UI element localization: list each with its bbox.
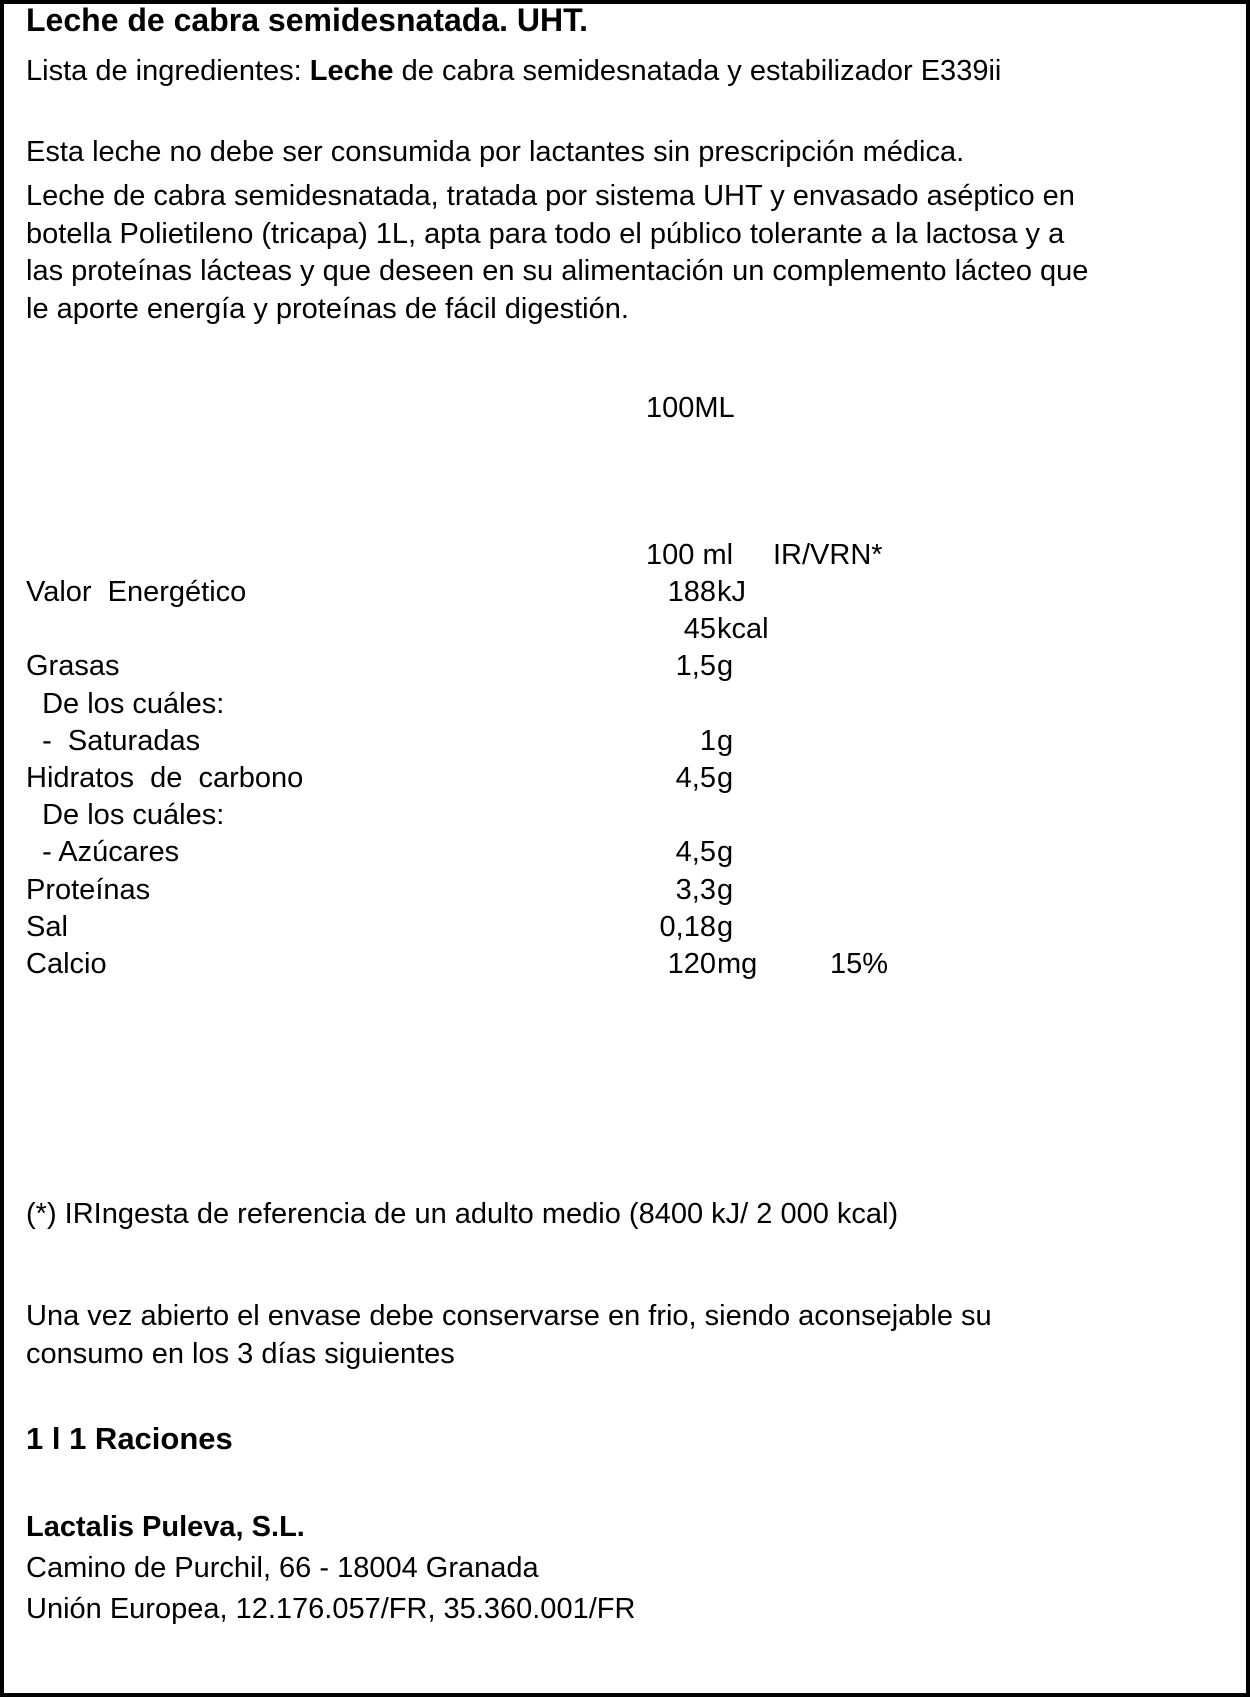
serving-heading: 100ML [646, 392, 735, 424]
nutrient-unit: g [717, 762, 734, 794]
nutrient-label: Proteínas [26, 873, 151, 906]
company-registry: Unión Europea, 12.176.057/FR, 35.360.001/FR [26, 1593, 636, 1625]
storage-block [26, 1298, 992, 1373]
nutrient-ir: 15% [830, 948, 889, 980]
nutrient-value: 188 [667, 576, 716, 608]
nutrient-value: 45 [683, 613, 716, 646]
footnote: (*) IRIngesta de referencia de un adulto medio (8400 kJ/ 2 000 kcal) [26, 1198, 899, 1230]
company-name: Lactalis Puleva, S.L. [26, 1511, 305, 1543]
nutrient-value: 1,5 [675, 650, 716, 683]
description-line: le aporte energía y proteínas de fácil digestión. [26, 292, 629, 325]
nutrient-unit: g [717, 836, 734, 869]
description-block [26, 178, 1088, 328]
nutrient-label: - Azúcares [26, 836, 180, 869]
nutrient-label: De los cuáles: [26, 687, 225, 720]
nutrient-label: - Saturadas [26, 724, 201, 757]
nutrient-label: De los cuáles: [26, 799, 225, 832]
nutrient-unit: g [717, 910, 734, 943]
warning-text: Esta leche no debe ser consumida por lactantes sin prescripción médica. [26, 136, 965, 168]
nutrient-unit: kcal [717, 613, 769, 646]
nutrient-value: 4,5 [675, 836, 716, 869]
nutrient-unit: kJ [717, 576, 746, 608]
ingredients-line [26, 53, 1001, 90]
description-line: botella Polietileno (tricapa) 1L, apta para todo el público tolerante a la lactosa y a [26, 217, 1065, 250]
description-line: Leche de cabra semidesnatada, tratada por sistema UHT y envasado aséptico en [26, 180, 1075, 212]
ingredients-rest: de cabra semidesnatada y estabilizador E339ii [393, 55, 1002, 87]
column-header-100ml: 100 ml [646, 539, 734, 571]
ingredients-bold: Leche [309, 55, 394, 87]
nutrient-value: 3,3 [675, 873, 716, 906]
nutrient-unit: g [717, 650, 734, 683]
nutrient-label: Hidratos de carbono [26, 762, 304, 794]
storage-line: consumo en los 3 días siguientes [26, 1337, 455, 1370]
storage-line: Una vez abierto el envase debe conservarse en frio, siendo aconsejable su [26, 1300, 992, 1332]
nutrient-label: Calcio [26, 948, 107, 980]
nutrient-value: 1 [699, 724, 716, 757]
nutrient-value: 0,18 [659, 910, 716, 943]
ingredients-prefix: Lista de ingredientes: [26, 55, 310, 87]
description-line: las proteínas lácteas y que deseen en su alimentación un complemento lácteo que [26, 255, 1089, 287]
nutrient-label: Grasas [26, 650, 120, 683]
column-header-ir: IR/VRN* [773, 539, 883, 571]
product-title: Leche de cabra semidesnatada. UHT. [26, 2, 588, 38]
nutrient-unit: mg [717, 948, 758, 980]
nutrient-value: 4,5 [675, 762, 716, 794]
nutrient-unit: g [717, 873, 734, 906]
portions: 1 l 1 Raciones [26, 1421, 233, 1456]
nutrient-label: Valor Energético [26, 576, 247, 608]
company-address: Camino de Purchil, 66 - 18004 Granada [26, 1552, 539, 1584]
nutrient-unit: g [717, 724, 734, 757]
nutrient-label: Sal [26, 910, 68, 943]
nutrient-value: 120 [667, 948, 716, 980]
